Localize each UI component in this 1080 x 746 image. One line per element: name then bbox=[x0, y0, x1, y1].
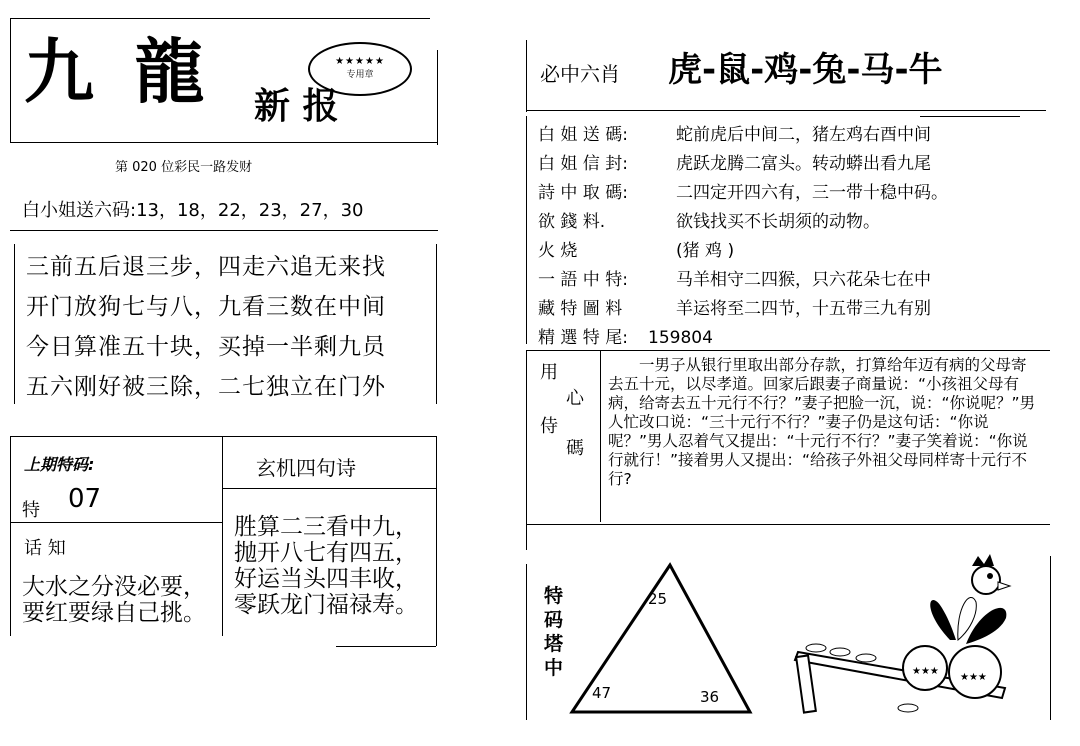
tip-row: 白 姐 信 封: 虎跃龙腾二富头。转动蟒出看九尾 bbox=[538, 154, 931, 174]
seal-text: 专用章 bbox=[346, 70, 374, 80]
notice-line: 要红要绿自己挑。 bbox=[22, 600, 206, 626]
story-label-2: 心 bbox=[566, 388, 584, 409]
poem-block bbox=[26, 248, 386, 408]
notice-block bbox=[22, 568, 206, 626]
poem-line: 开门放狗七与八，九看三数在中间 bbox=[26, 294, 386, 320]
must-six-label: 必中六肖 bbox=[540, 62, 620, 86]
tip-row: 精 選 特 尾: 159804 bbox=[538, 328, 713, 348]
last-period-label: 上期特码: bbox=[24, 455, 95, 474]
tower-label-char: 中 bbox=[544, 657, 564, 679]
mystic-line: 胜算二三看中九， bbox=[234, 514, 418, 540]
mystic-line: 抛开八七有四五， bbox=[234, 540, 418, 566]
tip-row: 白 姐 送 碼: 蛇前虎后中间二，猪左鸡右酉中间 bbox=[538, 125, 931, 145]
tip-row: 藏 特 圖 料 羊运将至二四节，十五带三九有别 bbox=[538, 299, 931, 319]
issue-line: 第 020 位彩民一路发财 bbox=[115, 160, 253, 175]
six-code-line: 白小姐送六码:13，18，22，23，27，30 bbox=[22, 200, 364, 221]
tower-right-number: 36 bbox=[700, 688, 720, 706]
tower-label-char: 码 bbox=[544, 609, 564, 631]
tower-label-char: 塔 bbox=[544, 633, 564, 655]
must-six-value: 虎-鼠-鸡-兔-马-牛 bbox=[668, 50, 943, 90]
tip-row: 詩 中 取 碼: 二四定开四六有，三一带十稳中码。 bbox=[538, 183, 948, 203]
mystic-title: 玄机四句诗 bbox=[256, 456, 356, 480]
notice-label: 话 知 bbox=[24, 538, 66, 559]
mystic-line: 零跃龙门福禄寿。 bbox=[234, 592, 418, 618]
tip-row: 欲 錢 料. 欲钱找买不长胡须的动物。 bbox=[538, 212, 880, 232]
svg-text:★★★: ★★★ bbox=[912, 666, 939, 677]
newspaper-subtitle: 新 报 bbox=[254, 85, 339, 127]
mystic-block bbox=[234, 508, 418, 618]
poem-line: 今日算准五十块，买掉一半剩九员 bbox=[26, 334, 386, 360]
tower-left-number: 47 bbox=[592, 684, 612, 702]
poem-line: 五六刚好被三除，二七独立在门外 bbox=[26, 374, 386, 400]
mystic-line: 好运当头四丰收， bbox=[234, 566, 418, 592]
tips-block bbox=[538, 120, 948, 352]
story-label-4: 碼 bbox=[566, 438, 584, 459]
story-text: 一男子从银行里取出部分存款，打算给年迈有病的父母寄去五十元，以尽孝道。回家后跟妻子商量说：“小孩祖父母有病，给寄去五十元行不行？”妻子把脸一沉，说：“你说呢？”男人忙改口说：“三十元行不行？”妻子仍是这句话：“你说呢？”男人忍着气又提出：“十元行不行？”妻子笑着说：“你说行就行！”接着男人又提出：“给孩子外祖父母同样寄十元行不行? bbox=[608, 356, 1036, 488]
triangle-figure bbox=[560, 560, 760, 716]
tip-row: 火 烧 (猪 鸡 ) bbox=[538, 241, 735, 261]
story-label-3: 侍 bbox=[540, 416, 558, 437]
seal-star-icon: ★★★★★ bbox=[335, 56, 385, 67]
newspaper-title: 九 龍 bbox=[24, 30, 213, 113]
story-label-1: 用 bbox=[540, 362, 558, 383]
tower-label-char: 特 bbox=[544, 585, 564, 607]
poem-line: 三前五后退三步，四走六追无来找 bbox=[26, 254, 386, 280]
official-seal bbox=[308, 42, 412, 96]
te-label: 特 bbox=[22, 500, 40, 521]
tip-row: 一 語 中 特: 马羊相守二四猴，只六花朵七在中 bbox=[538, 270, 931, 290]
rooster-seesaw-illustration bbox=[780, 548, 1070, 728]
te-value: 07 bbox=[68, 484, 102, 514]
notice-line: 大水之分没必要， bbox=[22, 574, 206, 600]
svg-text:★★★: ★★★ bbox=[960, 672, 987, 683]
tower-top-number: 25 bbox=[648, 590, 668, 608]
